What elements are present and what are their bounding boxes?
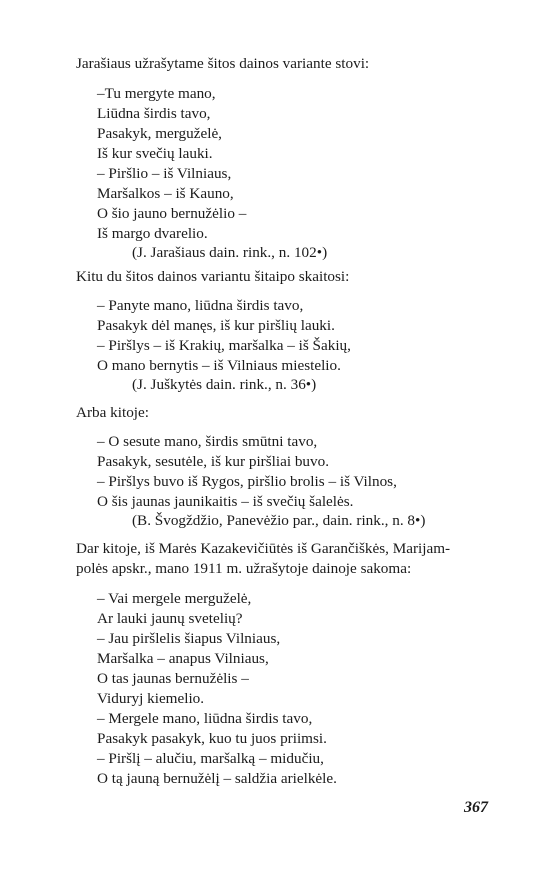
- verse-line: Maršalka – anapus Vilniaus,: [97, 650, 269, 667]
- citation: (B. Švogždžio, Panevėžio par., dain. rink., n. 8•): [132, 512, 426, 529]
- page-number: 367: [464, 799, 488, 816]
- verse-line: – Panyte mano, liūdna širdis tavo,: [97, 297, 304, 314]
- verse-line: Pasakyk, sesutėle, iš kur piršliai buvo.: [97, 453, 330, 470]
- verse-line: Pasakyk dėl manęs, iš kur piršlių lauki.: [97, 317, 335, 334]
- intro-paragraph-4-line-2: polės apskr., mano 1911 m. užrašytoje dainoje sakoma:: [76, 560, 412, 577]
- verse-line: – Mergele mano, liūdna širdis tavo,: [97, 710, 313, 727]
- verse-line: Ar lauki jaunų svetelių?: [97, 610, 243, 627]
- citation: (J. Juškytės dain. rink., n. 36•): [132, 376, 317, 393]
- verse-line: Viduryj kiemelio.: [97, 690, 205, 707]
- verse-line: – Jau piršlelis šiapus Vilniaus,: [97, 630, 281, 647]
- verse-line: O mano bernytis – iš Vilniaus miestelio.: [97, 357, 341, 374]
- verse-line: – Vai mergele merguželė,: [97, 590, 252, 607]
- intro-paragraph-1: Jarašiaus užrašytame šitos dainos variante stovi:: [76, 55, 370, 72]
- verse-line: Pasakyk pasakyk, kuo tu juos priimsi.: [97, 730, 327, 747]
- verse-line: – Piršlys buvo iš Rygos, piršlio brolis – iš Vilnos,: [97, 473, 397, 490]
- verse-line: O tą jauną bernužėlį – saldžia arielkėle.: [97, 770, 337, 787]
- intro-paragraph-4-line-1: Dar kitoje, iš Marės Kazakevičiūtės iš Garančiškės, Marijam-: [76, 540, 451, 557]
- verse-line: Pasakyk, merguželė,: [97, 125, 222, 142]
- verse-line: O šio jauno bernužėlio –: [97, 205, 247, 222]
- verse-line: Iš kur svečių lauki.: [97, 145, 213, 162]
- citation: (J. Jarašiaus dain. rink., n. 102•): [132, 244, 328, 261]
- verse-line: O šis jaunas jaunikaitis – iš svečių šalelės.: [97, 493, 354, 510]
- intro-paragraph-3: Arba kitoje:: [76, 404, 149, 421]
- intro-paragraph-2: Kitu du šitos dainos variantu šitaipo skaitosi:: [76, 268, 350, 285]
- verse-line: –Tu mergyte mano,: [97, 85, 216, 102]
- verse-line: – Piršlys – iš Krakių, maršalka – iš Šakių,: [97, 337, 351, 354]
- verse-line: Maršalkos – iš Kauno,: [97, 185, 234, 202]
- verse-line: – Piršlį – alučiu, maršalką – midučiu,: [97, 750, 324, 767]
- verse-line: – O sesute mano, širdis smūtni tavo,: [97, 433, 318, 450]
- verse-line: O tas jaunas bernužėlis –: [97, 670, 249, 687]
- verse-line: – Piršlio – iš Vilniaus,: [97, 165, 232, 182]
- verse-line: Iš margo dvarelio.: [97, 225, 208, 242]
- verse-line: Liūdna širdis tavo,: [97, 105, 211, 122]
